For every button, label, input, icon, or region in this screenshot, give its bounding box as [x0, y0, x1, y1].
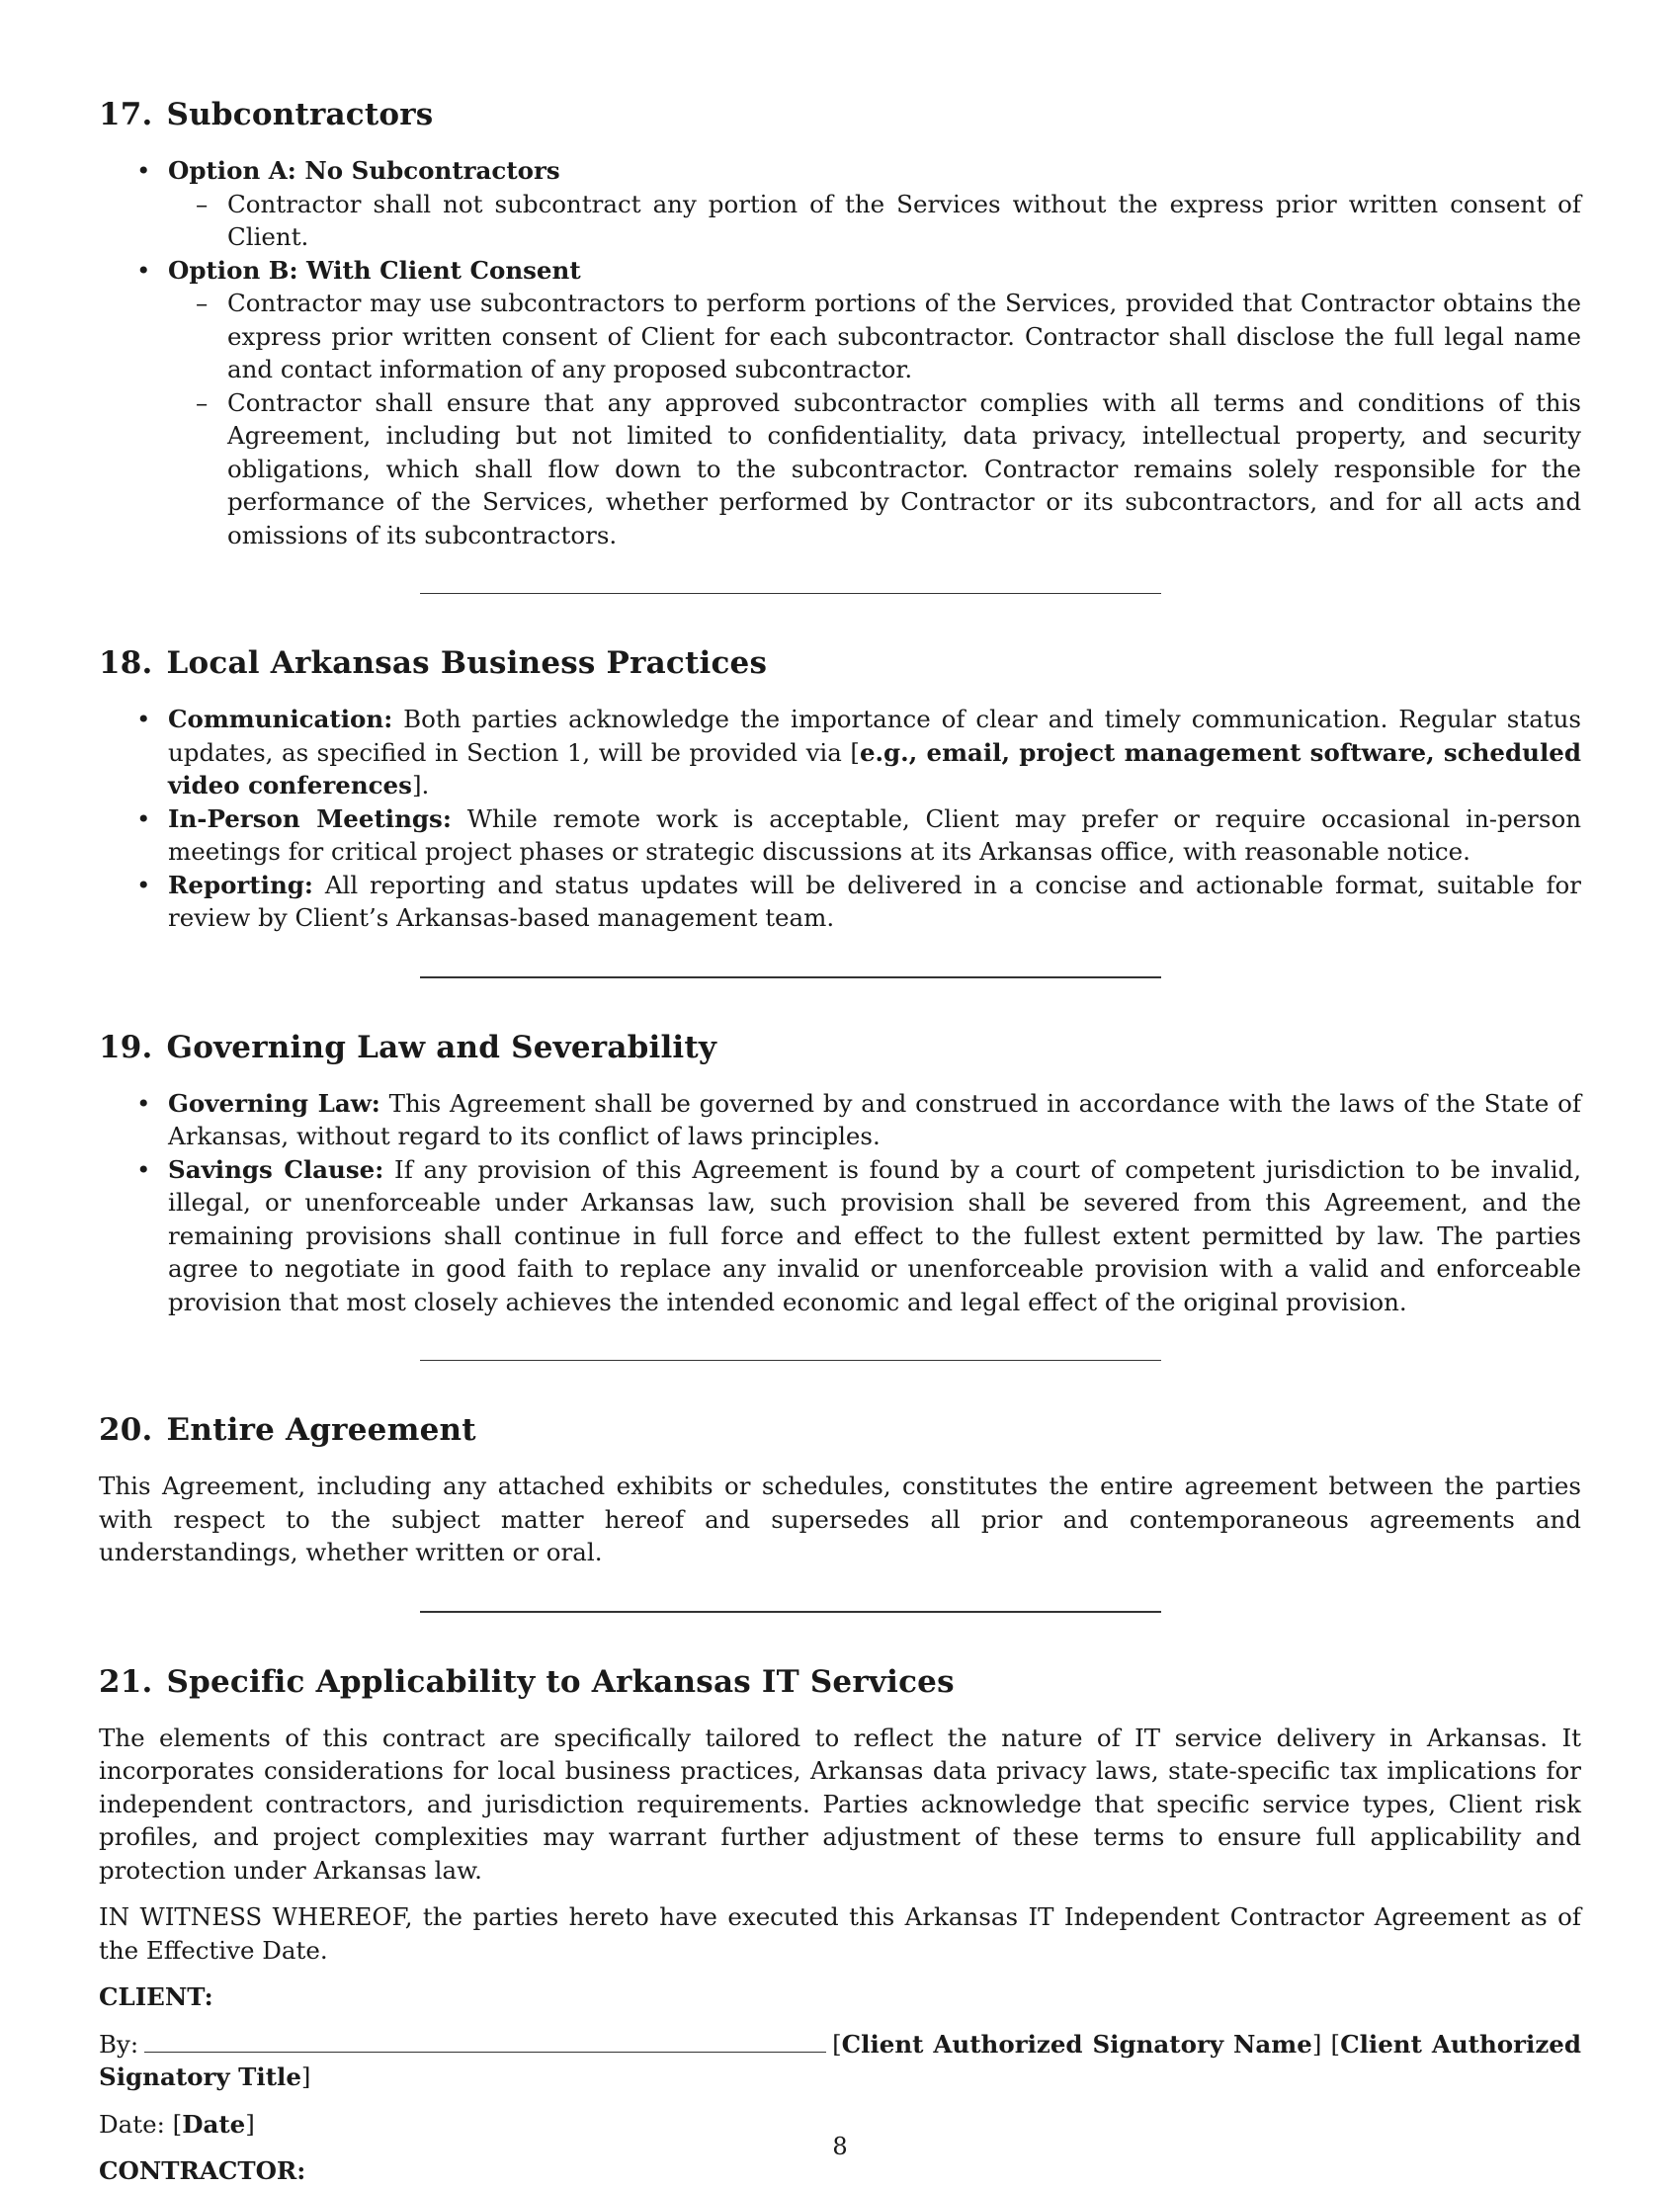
sub-list [168, 188, 1581, 254]
reporting-label: Reporting: [168, 870, 313, 899]
document-page [99, 95, 1581, 2188]
date-label: Date: [99, 2109, 165, 2139]
section-21-body: The elements of this contract are specifically tailored to reflect the nature of IT service delivery in Arkansas. It incorporates considerations for local business practices, Arkansas data privacy laws, state-specific tax implications for independent contractors, and jurisdiction requirements. Parties acknowledge that specific service types, Client risk profiles, and project complexities may warrant further adjustment of these terms to ensure full applicability and protection under Arkansas law. [99, 1723, 1581, 1885]
section-divider [420, 1360, 1161, 1361]
bracket: [ [832, 2029, 842, 2059]
section-20-body: This Agreement, including any attached exhibits or schedules, constitutes the entire agreement between the parties with respect to the subject matter hereof and supersedes all prior and contemporaneous agreements and understandings, whether written or oral. [99, 1472, 1581, 1566]
section-number: 21. [99, 1663, 153, 1700]
section-18-heading [99, 643, 1581, 683]
reporting-text: All reporting and status updates will be delivered in a concise and actionable format, suitable for review by Client’s Arkansas-based management team. [168, 870, 1581, 932]
section-18-list [99, 703, 1581, 935]
communication-examples: e.g., email, project management software, scheduled video conferences [168, 737, 1581, 799]
list-item [99, 1153, 1581, 1319]
section-21-heading [99, 1662, 1581, 1702]
section-divider [420, 1611, 1161, 1613]
bracket: [ [164, 2109, 183, 2139]
governing-law-label: Governing Law: [168, 1088, 380, 1118]
savings-clause-label: Savings Clause: [168, 1154, 384, 1184]
section-title: Specific Applicability to Arkansas IT Services [166, 1663, 955, 1700]
list-item [99, 802, 1581, 869]
communication-text: Both parties acknowledge the importance of clear and timely communication. Regular status updates, as specified in Section 1, will be provided via [ [168, 705, 1581, 767]
sub-list-item: – Contractor shall ensure that any approved subcontractor complies with all terms and conditions of this Agreement, including but not limited to confidentiality, data privacy, intellectual property, and security obligations, which shall flow down to the subcontractor. Contractor remains solely responsible for the performance of the Services, whether performed by Contractor or its subcontractors, and for all acts and omissions of its subcontractors. [168, 386, 1581, 552]
communication-label: Communication: [168, 705, 393, 733]
signatory-title: Client Authorized Signatory Title [99, 2029, 1581, 2091]
client-heading: CLIENT: [99, 1982, 213, 2011]
meetings-text: While remote work is acceptable, Client may prefer or require occasional in-person meetings for critical project phases or strategic discussions at its Arkansas office, with reasonable notice. [168, 803, 1581, 866]
governing-law-text: This Agreement shall be governed by and construed in accordance with the laws of the State of Arkansas, without regard to its conflict of laws principles. [168, 1088, 1581, 1150]
bracket: ] [245, 2109, 255, 2139]
signatory-name: Client Authorized Signatory Name [841, 2029, 1312, 2059]
section-17-heading [99, 95, 1581, 134]
section-divider [420, 976, 1161, 978]
section-number: 19. [99, 1029, 153, 1065]
section-divider [420, 593, 1161, 594]
section-title: Local Arkansas Business Practices [166, 645, 768, 681]
section-19-list [99, 1087, 1581, 1319]
option-a-label: Option A: No Subcontractors [168, 156, 560, 185]
bracket: ] [ [1311, 2029, 1341, 2059]
meetings-label: In-Person Meetings: [168, 803, 452, 833]
sub-list-item: – Contractor shall not subcontract any portion of the Services without the express prior written consent of Client. [168, 188, 1581, 254]
savings-clause-text: If any provision of this Agreement is found by a court of competent jurisdiction to be invalid, illegal, or unenforceable under Arkansas law, such provision shall be severed from this Agreement, and the remaining provisions shall continue in full force and effect to the fullest extent permitted by law. The parties agree to negotiate in good faith to replace any invalid or unenforceable provision with a valid and enforceable provision that most closely achieves the intended economic and legal effect of the original provision. [168, 1154, 1582, 1316]
list-item [99, 154, 1581, 254]
client-signature-line [99, 2028, 1581, 2094]
section-title: Subcontractors [166, 97, 434, 132]
section-20-heading [99, 1410, 1581, 1450]
section-title: Governing Law and Severability [166, 1029, 717, 1065]
page-number: 8 [832, 2133, 848, 2160]
list-item [99, 869, 1581, 935]
witness-clause: IN WITNESS WHEREOF, the parties hereto have executed this Arkansas IT Independent Contractor Agreement as of the Effective Date. [99, 1902, 1581, 1965]
option-b-label: Option B: With Client Consent [168, 255, 581, 285]
section-17-list [99, 154, 1581, 551]
sub-list-item: – Contractor may use subcontractors to perform portions of the Services, provided that Contractor obtains the express prior written consent of Client for each subcontractor. Contractor shall disclose the full legal name and contact information of any proposed subcontractor. [168, 287, 1581, 386]
list-item [99, 703, 1581, 802]
bracket: ] [300, 2062, 311, 2091]
section-number: 18. [99, 645, 153, 681]
section-19-heading [99, 1028, 1581, 1067]
list-item [99, 254, 1581, 552]
by-label: By: [99, 2029, 139, 2059]
date-value: Date [182, 2109, 246, 2139]
section-title: Entire Agreement [166, 1412, 476, 1448]
sub-list [168, 287, 1581, 551]
contractor-heading: CONTRACTOR: [99, 2156, 306, 2185]
communication-end: ]. [411, 771, 430, 799]
signature-field[interactable] [144, 2030, 826, 2053]
list-item [99, 1087, 1581, 1153]
section-number: 17. [99, 97, 153, 132]
section-number: 20. [99, 1412, 153, 1448]
